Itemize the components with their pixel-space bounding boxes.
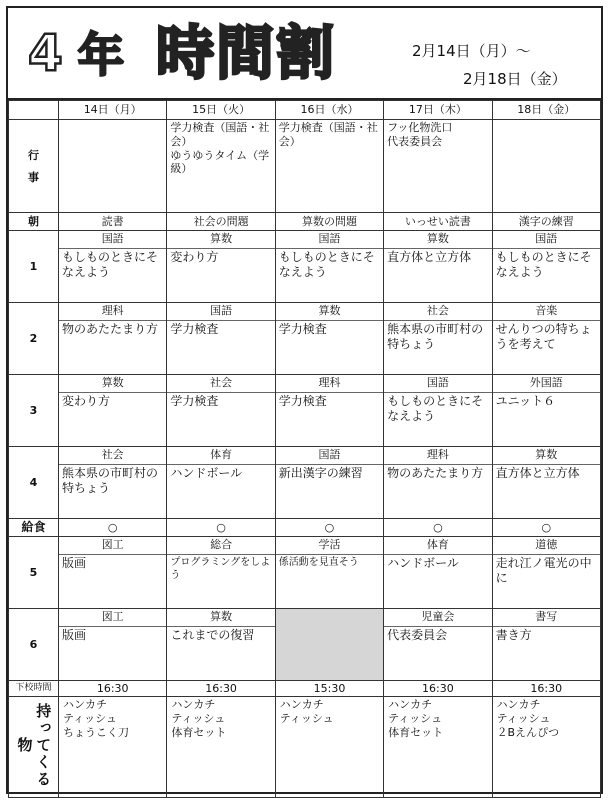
dismissal-wed: 15:30 [275, 681, 383, 697]
period-p3-fri [492, 375, 600, 447]
lesson-content: 変わり方 [170, 249, 219, 264]
day-header-tue: 15日（火） [167, 101, 275, 120]
subject-label: 図工 [59, 609, 166, 627]
subject-label: 学活 [276, 537, 383, 555]
period-row-p6 [9, 609, 601, 681]
period-row-p2 [9, 303, 601, 375]
row-label-p4: 4 [9, 447, 59, 519]
period-p4-tue [167, 447, 275, 519]
lesson-content: 熊本県の市町村の特ちょう [387, 321, 484, 352]
period-p5-tue [167, 537, 275, 609]
period-p5-fri [492, 537, 600, 609]
period-row-p1 [9, 231, 601, 303]
period-p5-thu [384, 537, 492, 609]
lesson-content: プログラミングをしよう [170, 556, 271, 581]
period-p1-tue [167, 231, 275, 303]
bring-mon: ハンカチ ティッシュ ちょうこく刀 [59, 697, 167, 798]
lunch-thu: ○ [384, 519, 492, 537]
lunch-row [9, 519, 601, 537]
lesson-content: 新出漢字の練習 [278, 465, 363, 480]
subject-label: 理科 [276, 375, 383, 393]
lesson-content: これまでの復習 [170, 627, 255, 642]
date-range-start: 2月14日（月）～ [412, 42, 531, 60]
lesson-content: ユニット６ [495, 393, 556, 408]
morning-row [9, 213, 601, 231]
subject-label: 算数 [167, 609, 274, 627]
row-label-dismissal: 下校時間 [9, 681, 59, 697]
lesson-content: 熊本県の市町村の特ちょう [62, 465, 159, 496]
lesson-content: 直方体と立方体 [387, 249, 472, 264]
row-label-p1: 1 [9, 231, 59, 303]
period-p5-wed [275, 537, 383, 609]
lesson-content: 版画 [62, 627, 87, 642]
day-header-mon: 14日（月） [59, 101, 167, 120]
period-p2-thu [384, 303, 492, 375]
lesson-content: 学力検査 [170, 321, 219, 336]
row-label-morning: 朝 [9, 213, 59, 231]
period-p6-thu [384, 609, 492, 681]
morning-mon: 読書 [59, 213, 167, 231]
lesson-content: ハンドボール [387, 555, 459, 570]
bring-tue: ハンカチ ティッシュ 体育セット [167, 697, 275, 798]
period-p6-fri [492, 609, 600, 681]
period-p4-wed [275, 447, 383, 519]
subject-label: 児童会 [384, 609, 491, 627]
period-p3-wed [275, 375, 383, 447]
subject-label: 算数 [276, 303, 383, 321]
bring-row [9, 697, 601, 798]
bring-label: 持ってくる物 [15, 702, 53, 788]
period-p2-fri [492, 303, 600, 375]
subject-label: 社会 [384, 303, 491, 321]
dismissal-row [9, 681, 601, 697]
period-p6-tue [167, 609, 275, 681]
subject-label: 理科 [59, 303, 166, 321]
timetable [8, 100, 601, 798]
subject-label: 国語 [384, 375, 491, 393]
row-label-lunch: 給食 [9, 519, 59, 537]
lesson-content: 走れ江ノ電光の中に [495, 555, 592, 586]
lesson-content: もしものときにそなえよう [62, 249, 159, 280]
events-row [9, 120, 601, 213]
subject-label: 算数 [59, 375, 166, 393]
events-wed: 学力検査（国語・社会） [275, 120, 383, 213]
dismissal-mon: 16:30 [59, 681, 167, 697]
period-p2-mon [59, 303, 167, 375]
lesson-content: せんりつの特ちょうを考えて [495, 321, 592, 352]
period-p6-mon [59, 609, 167, 681]
header [8, 8, 601, 100]
row-label-p6: 6 [9, 609, 59, 681]
period-p3-tue [167, 375, 275, 447]
period-p1-wed [275, 231, 383, 303]
bring-fri: ハンカチ ティッシュ ２Bえんぴつ [492, 697, 600, 798]
period-p5-mon [59, 537, 167, 609]
lesson-content: 学力検査 [278, 393, 327, 408]
lesson-content: ハンドボール [170, 465, 243, 480]
morning-tue: 社会の問題 [167, 213, 275, 231]
lunch-wed: ○ [275, 519, 383, 537]
events-mon [59, 120, 167, 213]
lesson-content: 変わり方 [62, 393, 111, 408]
lesson-content: 版画 [62, 555, 87, 570]
subject-label: 音楽 [493, 303, 600, 321]
lesson-content: 係活動を見直そう [278, 556, 359, 568]
subject-label: 道徳 [493, 537, 600, 555]
subject-label: 体育 [167, 447, 274, 465]
subject-label: 国語 [167, 303, 274, 321]
row-label-p3: 3 [9, 375, 59, 447]
subject-label: 総合 [167, 537, 274, 555]
subject-label: 外国語 [493, 375, 600, 393]
subject-label: 算数 [493, 447, 600, 465]
day-header-fri: 18日（金） [492, 101, 600, 120]
subject-label: 社会 [59, 447, 166, 465]
grade-number: 4 [28, 24, 63, 82]
period-row-p4 [9, 447, 601, 519]
events-thu: フッ化物洗口 代表委員会 [384, 120, 492, 213]
subject-label: 理科 [384, 447, 491, 465]
subject-label: 書写 [493, 609, 600, 627]
subject-label: 算数 [384, 231, 491, 249]
subject-label: 体育 [384, 537, 491, 555]
dismissal-tue: 16:30 [167, 681, 275, 697]
grade-unit: 年 [78, 28, 124, 82]
lunch-mon: ○ [59, 519, 167, 537]
period-p3-thu [384, 375, 492, 447]
lesson-content: 書き方 [495, 627, 532, 642]
lesson-content: もしものときにそなえよう [495, 249, 592, 280]
page-title: 時間割 [156, 19, 337, 87]
period-p1-mon [59, 231, 167, 303]
date-range-end: 2月18日（金） [463, 70, 567, 88]
events-fri [492, 120, 600, 213]
bring-thu: ハンカチ ティッシュ 体育セット [384, 697, 492, 798]
morning-fri: 漢字の練習 [492, 213, 600, 231]
morning-thu: いっせい読書 [384, 213, 492, 231]
row-label-p2: 2 [9, 303, 59, 375]
lesson-content: 物のあたたまり方 [62, 321, 159, 336]
period-p4-thu [384, 447, 492, 519]
dismissal-thu: 16:30 [384, 681, 492, 697]
subject-label: 社会 [167, 375, 274, 393]
lesson-content: 直方体と立方体 [495, 465, 580, 480]
bring-wed: ハンカチ ティッシュ [275, 697, 383, 798]
events-tue: 学力検査（国語・社会） ゆうゆうタイム（学級） [167, 120, 275, 213]
lesson-content: 物のあたたまり方 [387, 465, 484, 480]
lesson-content: もしものときにそなえよう [278, 249, 375, 280]
day-header-thu: 17日（木） [384, 101, 492, 120]
row-label-p5: 5 [9, 537, 59, 609]
subject-label: 国語 [276, 231, 383, 249]
lesson-content: 学力検査 [278, 321, 327, 336]
subject-label: 図工 [59, 537, 166, 555]
lesson-content: 代表委員会 [387, 627, 448, 642]
period-p1-thu [384, 231, 492, 303]
row-label-events: 行 事 [9, 120, 59, 213]
corner-cell [9, 101, 59, 120]
period-p2-wed [275, 303, 383, 375]
subject-label: 算数 [167, 231, 274, 249]
lesson-content: もしものときにそなえよう [387, 393, 484, 424]
row-label-bring [9, 697, 59, 798]
dismissal-fri: 16:30 [492, 681, 600, 697]
lunch-tue: ○ [167, 519, 275, 537]
period-p6-wed [275, 609, 383, 681]
period-p2-tue [167, 303, 275, 375]
period-p3-mon [59, 375, 167, 447]
lesson-content: 学力検査 [170, 393, 219, 408]
period-p4-fri [492, 447, 600, 519]
subject-label: 国語 [59, 231, 166, 249]
timetable-sheet [6, 6, 603, 794]
subject-label: 国語 [493, 231, 600, 249]
day-header-row [9, 101, 601, 120]
period-p1-fri [492, 231, 600, 303]
lunch-fri: ○ [492, 519, 600, 537]
period-p4-mon [59, 447, 167, 519]
period-row-p5 [9, 537, 601, 609]
morning-wed: 算数の問題 [275, 213, 383, 231]
day-header-wed: 16日（水） [275, 101, 383, 120]
period-row-p3 [9, 375, 601, 447]
subject-label: 国語 [276, 447, 383, 465]
